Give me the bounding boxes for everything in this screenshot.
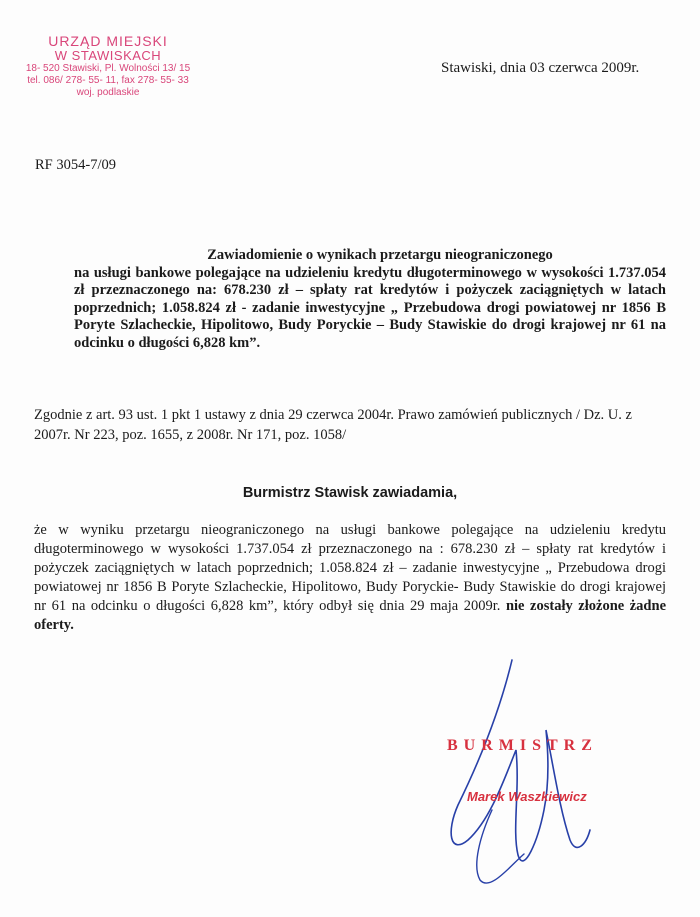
- stamp-region: woj. podlaskie: [76, 87, 140, 98]
- notice-text: na usługi bankowe polegające na udzieleniu kredytu długoterminowego w wysokości 1.737.054 zł przeznaczonego na: 678.230 zł – spłaty rat kredytów i pożyczek zaciągniętych w latach poprzednich; 1.058.824 zł - zadanie inwestycyjne „ Przebudowa drogi powiatowej nr 1856 B Poryte Szlacheckie, Hipolitowo, Budy Poryckie – Budy Stawiskie do drogi krajowej nr 61 na odcinku o długości 6,828 km”.: [74, 264, 666, 351]
- signature-name: Marek Waszkiewicz: [467, 789, 587, 804]
- handwritten-signature: [420, 640, 640, 900]
- reference-number: RF 3054-7/09: [35, 157, 116, 173]
- signature-title: BURMISTRZ: [447, 737, 598, 754]
- announcement-body: [34, 521, 666, 635]
- announcement-heading: Burmistrz Stawisk zawiadamia,: [242, 485, 458, 501]
- body-text: że w wyniku przetargu nieograniczonego na usługi bankowe polegające na udzieleniu kredytu długoterminowego w wysokości 1.737.054 zł przeznaczonego na : 678.230 zł – spłaty rat kredytów i pożyczek zaciągniętych w latach poprzednich; 1.058.824 zł – zadanie inwestycyjne „ Przebudowa drogi powiatowej nr 1856 B Poryte Szlacheckie, Hipolitowo, Budy Poryckie- Budy Stawiskie do drogi krajowej nr 61 na odcinku o długości 6,828 km”, który odbył się dnia 29 maja 2009r.: [34, 522, 666, 614]
- office-stamp: [8, 34, 208, 99]
- stamp-address: 18- 520 Stawiski, Pl. Wolności 13/ 15: [25, 63, 191, 74]
- stamp-line-1: URZĄD MIEJSKI: [48, 33, 168, 49]
- stamp-line-2: W STAWISKACH: [54, 48, 162, 63]
- stamp-phone: tel. 086/ 278- 55- 11, fax 278- 55- 33: [27, 75, 189, 86]
- notice-heading-block: [74, 247, 666, 352]
- legal-basis: Zgodnie z art. 93 ust. 1 pkt 1 ustawy z dnia 29 czerwca 2004r. Prawo zamówień publicznych / Dz. U. z 2007r. Nr 223, poz. 1655, z 2008r. Nr 171, poz. 1058/: [34, 407, 632, 443]
- notice-heading: Zawiadomienie o wynikach przetargu nieograniczonego: [207, 247, 553, 263]
- body-conclusion: nie zostały złożone żadne oferty.: [34, 598, 667, 633]
- document-date: Stawiski, dnia 03 czerwca 2009r.: [441, 60, 640, 76]
